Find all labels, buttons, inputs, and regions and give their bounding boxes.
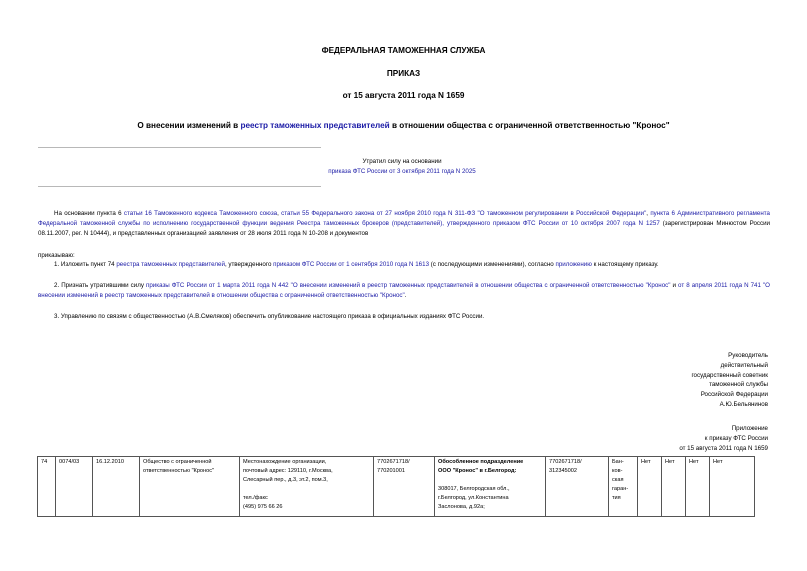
customs-code-link[interactable]: статьи 16 Таможенного кодекса Таможенного союза [123, 210, 278, 217]
appendix-link[interactable]: приложению [555, 261, 592, 268]
address-line: Слесарный пер., д.3, эт.2, пом.3, [243, 476, 328, 483]
item-text: (с последующими изменениями), согласно [429, 261, 556, 268]
federal-law-link[interactable]: статьи 55 Федерального закона от 27 ноября 2010 года N 311-ФЗ "О таможенном регулировании в Российской Федерации" [281, 210, 647, 217]
cell-branch [435, 457, 546, 517]
status-line: Утратил силу на основании [362, 158, 442, 165]
cell-flag-4: Нет [710, 457, 755, 517]
guarantee-line: ская [612, 476, 624, 483]
order-item-2 [38, 281, 770, 301]
status-repeal-link[interactable]: приказа ФТС России от 3 октября 2011 года N 2025 [328, 167, 476, 175]
cell-number: 74 [38, 457, 56, 517]
doc-type-heading: ПРИКАЗ [386, 69, 421, 78]
cell-reg-number: 0074/03 [56, 457, 93, 517]
preamble-paragraph [38, 209, 770, 238]
guarantee-line: ков- [612, 467, 623, 474]
status-note [302, 157, 502, 177]
cell-guarantee [609, 457, 638, 517]
cell-date: 16.12.2010 [93, 457, 140, 517]
order-item-1 [38, 260, 770, 270]
title-registry-link[interactable]: реестр таможенных представителей [240, 121, 390, 130]
registry-table [37, 456, 755, 517]
table-row [38, 457, 755, 517]
appendix-line: к приказу ФТС России [704, 434, 768, 442]
registry-link[interactable]: реестра таможенных представителей [116, 261, 225, 268]
cell-branch-inn-kpp [546, 457, 609, 517]
doc-date-number: от 15 августа 2011 года N 1659 [342, 91, 465, 100]
item-text: 2. Признать утратившими силу [54, 282, 146, 289]
branch-title: ООО "Кронос" в г.Белгород: [438, 467, 517, 474]
address-line: Местонахождение организации, [243, 459, 327, 465]
kpp: 770201001 [377, 467, 405, 474]
cell-flag-2: Нет [662, 457, 686, 517]
branch-line [438, 476, 542, 485]
item-text: , утвержденного [224, 261, 274, 268]
signature-line: действительный [720, 361, 768, 369]
branch-line: 308017, Белгородская обл., [438, 485, 510, 492]
branch-line: Заслонова, д.92а; [438, 503, 485, 510]
address-phone: (495) 975 66 26 [243, 503, 283, 510]
preamble-text: (зарегистрирован Минюстом России 08.11.2007, рег. N 10444), и представленных организацией заявления от 28 июля 2011 года N 10-208 и документов [38, 219, 770, 237]
branch-line: г.Белгород, ул.Константина [438, 494, 509, 501]
item-text: и [670, 282, 679, 289]
cell-address [240, 457, 374, 517]
title-text-2: в отношении общества с ограниченной ответственностью "Кронос" [389, 121, 670, 130]
guarantee-line: тия [612, 494, 621, 501]
appendix-line: от 15 августа 2011 года N 1659 [679, 444, 768, 452]
appendix-line: Приложение [731, 425, 768, 432]
inn: 7702671718/ [377, 459, 410, 465]
address-line [243, 485, 370, 494]
signature-name: А.Ю.Бельянинов [719, 400, 768, 408]
address-line: тел./факс [243, 494, 268, 501]
item-text: . [404, 291, 407, 299]
branch-title: Обособленное подразделение [438, 459, 524, 465]
item-text: к настоящему приказу. [591, 261, 659, 268]
order-442-link[interactable]: приказы ФТС России от 1 марта 2011 года N 442 "О внесении изменений в реестр таможенных представителей в отношении общества с ограниченной ответственностью "Кронос" [145, 282, 671, 289]
cell-org-name: Общество с ограниченной ответственностью "Кронос" [140, 457, 240, 517]
order-1613-link[interactable]: приказом ФТС России от 1 сентября 2010 года N 1613 [273, 261, 430, 268]
preamble-text: , [277, 210, 282, 217]
title-text-1: О внесении изменений в [137, 121, 241, 130]
signature-block [691, 351, 768, 410]
cell-inn-kpp [374, 457, 435, 517]
guarantee-line: Бан- [612, 459, 624, 465]
preamble-text: На основании пункта 6 [54, 210, 124, 217]
divider-bottom [38, 186, 321, 187]
doc-title [0, 121, 807, 130]
signature-line: таможенной службы [709, 381, 768, 389]
cell-flag-3: Нет [686, 457, 710, 517]
appendix-header [679, 424, 768, 453]
guarantee-line: гаран- [612, 485, 629, 492]
signature-line: Руководитель [728, 352, 768, 359]
branch-kpp: 312345002 [549, 467, 577, 474]
order-word: приказываю: [38, 252, 75, 259]
agency-heading: ФЕДЕРАЛЬНАЯ ТАМОЖЕННАЯ СЛУЖБА [321, 46, 486, 55]
regulation-link[interactable]: пункта 6 Административного регламента Федеральной таможенной службы по исполнению государственной функции ведения Реестра таможенных брокеров (представителей), утвержденного приказом ФТС России от 10 октября 2007 года N 1257 [38, 210, 770, 227]
signature-line: государственный советник [691, 371, 768, 379]
cell-flag-1: Нет [638, 457, 662, 517]
order-item-3: 3. Управлению по связям с общественностью (А.В.Смеляков) обеспечить опубликование настоящего приказа в официальных изданиях ФТС России. [54, 313, 485, 320]
preamble-text: , [646, 210, 651, 217]
divider-top [38, 147, 321, 148]
order-741-link[interactable]: от 8 апреля 2011 года N 741 "О внесении изменений в реестр таможенных представителей в отношении общества с ограниченной ответственностью "Кронос" [38, 282, 770, 299]
branch-inn: 7702671718/ [549, 459, 582, 465]
item-text: 1. Изложить пункт 74 [54, 261, 117, 268]
signature-line: Российской Федерации [700, 391, 768, 399]
address-line: почтовый адрес: 129110, г.Москва, [243, 467, 333, 474]
